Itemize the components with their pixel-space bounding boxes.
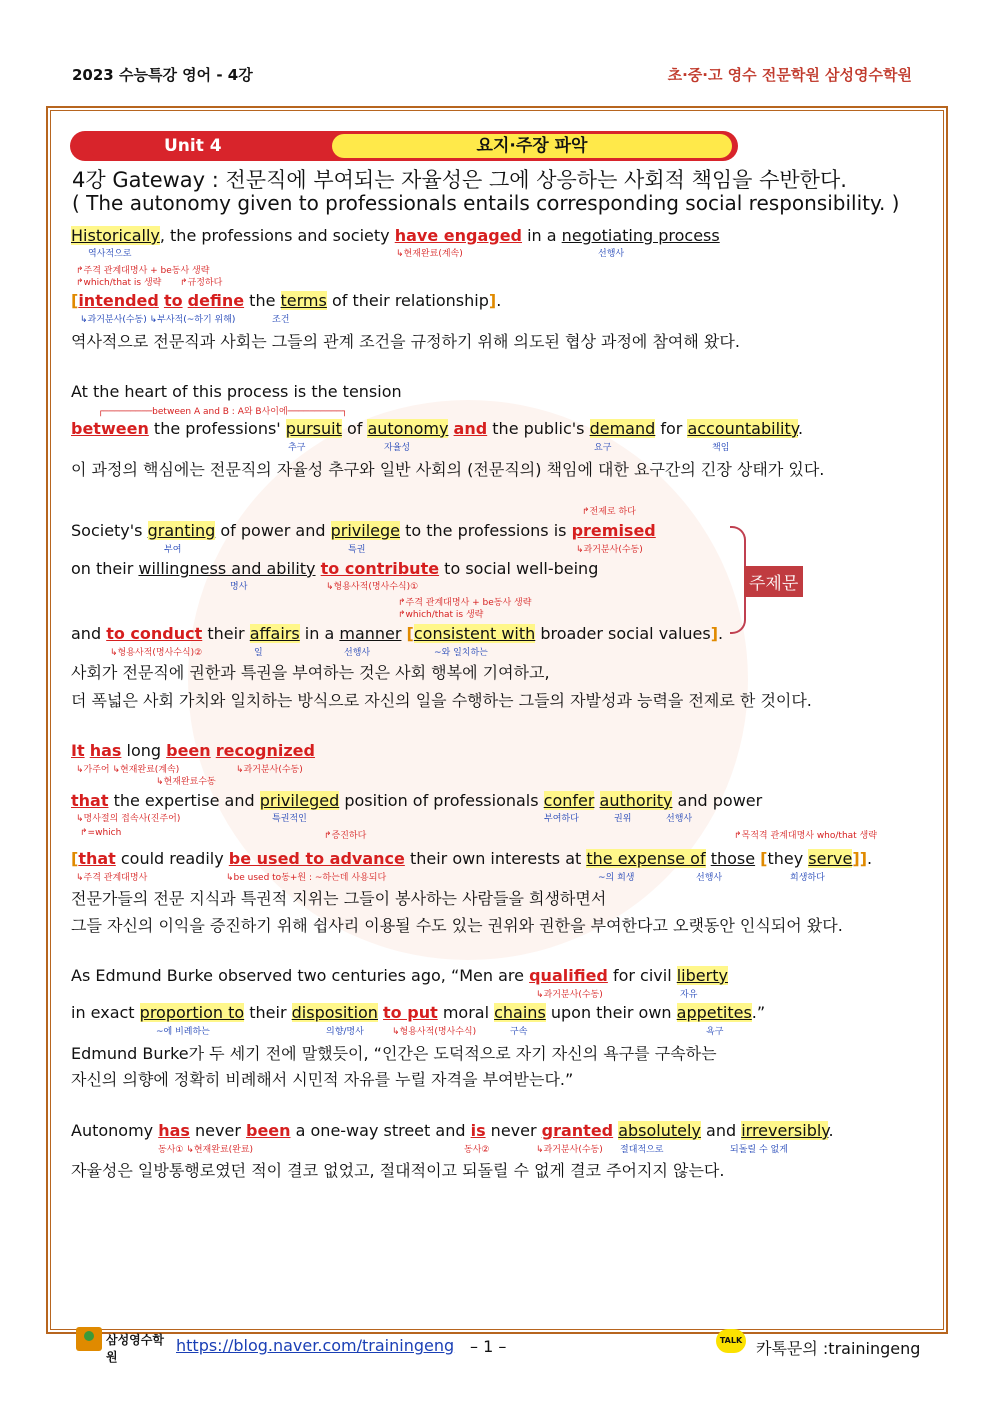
text: for civil — [607, 966, 677, 985]
sentence-4b — [71, 791, 762, 810]
note: 자율성 — [384, 443, 411, 453]
text: long — [121, 741, 167, 760]
text: their own interests at — [404, 849, 587, 868]
word: confer — [543, 791, 595, 810]
word: define — [187, 291, 245, 310]
word: recognized — [215, 741, 315, 760]
sentence-6 — [71, 1121, 834, 1140]
text: of their relationship — [326, 291, 489, 310]
text: . — [496, 291, 502, 310]
sentence-2a: At the heart of this process is the tension — [71, 382, 402, 401]
note: ↳과거분사(수동) ↳부사적(~하기 위해) — [80, 315, 236, 325]
note: ↱규정하다 — [180, 278, 223, 288]
bracket: [ — [406, 624, 414, 643]
note: ↳형용사적(명사수식)② — [110, 648, 203, 658]
note: ↳과거분사(수동) — [576, 545, 643, 555]
academy-logo-icon — [76, 1327, 102, 1351]
note: ↱which/that is 생략 — [76, 278, 162, 288]
text: of power and — [215, 521, 331, 540]
word: liberty — [676, 966, 728, 985]
word: have engaged — [394, 226, 523, 245]
note: ┌─────────between A and B : A와 B사이에──────────┐ — [98, 407, 348, 417]
word: granted — [541, 1121, 614, 1140]
text: . — [718, 624, 724, 643]
text: in exact — [71, 1003, 140, 1022]
word: granting — [147, 521, 216, 540]
word: demand — [589, 419, 656, 438]
note: ↱주격 관계대명사 + be동사 생략 — [398, 598, 532, 608]
note: 책임 — [712, 443, 730, 453]
page-number: – 1 – — [470, 1337, 507, 1356]
note: 동사② — [464, 1145, 490, 1155]
text: in a — [522, 226, 562, 245]
word: premised — [571, 521, 656, 540]
word: those — [710, 849, 756, 868]
word: affairs — [249, 624, 300, 643]
sentence-4c — [71, 849, 872, 868]
word: proportion to — [139, 1003, 245, 1022]
word: irreversibly — [741, 1121, 829, 1140]
note: 특권적인 — [272, 814, 307, 824]
word: privilege — [330, 521, 401, 540]
text: Society's — [71, 521, 148, 540]
note: 구속 — [510, 1027, 528, 1037]
text: their — [202, 624, 250, 643]
kakao-contact: 카톡문의 :trainingeng — [756, 1339, 921, 1358]
note: 선행사 — [696, 873, 723, 883]
note: ↳주격 관계대명사 — [76, 873, 148, 883]
word: privileged — [259, 791, 340, 810]
academy-logo — [76, 1325, 172, 1364]
korean-4a: 전문가들의 전문 지식과 특권적 지위는 그들이 봉사하는 사람들을 희생하면서 — [71, 889, 607, 908]
sentence-3c — [71, 624, 723, 643]
note: 선행사 — [344, 648, 371, 658]
word: consistent with — [413, 624, 536, 643]
word: appetites — [676, 1003, 752, 1022]
korean-2: 이 과정의 핵심에는 전문직의 자율성 추구와 일반 사회의 (전문직의) 책임에 대한 요구간의 긴장 상태가 있다. — [71, 460, 825, 479]
text: a one-way street and — [290, 1121, 471, 1140]
word: that — [78, 849, 116, 868]
note: ↱which/that is 생략 — [398, 610, 484, 620]
word: to conduct — [106, 624, 203, 643]
word: It — [71, 741, 85, 760]
sentence-5a — [71, 966, 728, 985]
word: has — [158, 1121, 190, 1140]
note: ~와 일치하는 — [434, 648, 488, 658]
bracket: [ — [71, 849, 79, 868]
sentence-3a — [71, 521, 656, 540]
korean-4b: 그들 자신의 이익을 증진하기 위해 쉽사리 이용될 수도 있는 권위와 권한을 부여한다고 오랫동안 인식되어 왔다. — [71, 916, 843, 935]
word: serve — [808, 849, 853, 868]
header-title: 2023 수능특강 영어 - 4강 — [72, 66, 253, 84]
word: chains — [494, 1003, 546, 1022]
note: ↱=which — [80, 828, 122, 838]
note: 역사적으로 — [88, 249, 132, 259]
note: ~의 희생 — [598, 873, 635, 883]
note: 요구 — [594, 443, 612, 453]
sentence-1a — [71, 226, 720, 245]
sentence-5b — [71, 1003, 765, 1022]
word: between — [71, 419, 149, 438]
text: the expertise and — [108, 791, 260, 810]
text: to social well-being — [439, 559, 599, 578]
word: terms — [280, 291, 327, 310]
unit-label: Unit 4 — [88, 135, 338, 157]
text: . — [828, 1121, 834, 1140]
word: the expense of — [586, 849, 706, 868]
note: ↳과거분사(수동) — [236, 765, 303, 775]
text: never — [485, 1121, 542, 1140]
text: position of professionals — [339, 791, 544, 810]
text: and power — [672, 791, 763, 810]
text: . — [797, 419, 804, 438]
text: they — [767, 849, 809, 868]
text: . — [867, 849, 873, 868]
thesis-badge: 주제문 — [744, 566, 803, 597]
text: moral — [437, 1003, 495, 1022]
note: 조건 — [272, 315, 290, 325]
word: be used to advance — [228, 849, 405, 868]
bracket: [ — [71, 291, 79, 310]
note: ↳과거분사(수동) — [536, 990, 603, 1000]
note: ↳현재완료(계속) — [396, 249, 463, 259]
word: has — [89, 741, 122, 760]
bracket: ] — [710, 624, 719, 643]
text: broader social values — [535, 624, 711, 643]
kakaotalk-icon: TALK — [716, 1329, 746, 1353]
note: 의향/명사 — [326, 1027, 364, 1037]
bracket: ]] — [852, 849, 867, 868]
bracket: ] — [488, 291, 497, 310]
word: been — [245, 1121, 291, 1140]
note: ↱목적격 관계대명사 who/that 생략 — [734, 831, 877, 841]
note: ↳형용사적(명사수식) — [392, 1027, 477, 1037]
text: the professions' — [148, 419, 286, 438]
korean-6: 자율성은 일방통행로였던 적이 결코 없었고, 절대적이고 되돌릴 수 없게 결코 주어지지 않는다. — [71, 1161, 725, 1180]
word: authority — [599, 791, 673, 810]
text: never — [189, 1121, 246, 1140]
text: could readily — [115, 849, 229, 868]
word: intended — [78, 291, 159, 310]
sentence-1b — [71, 291, 501, 310]
note: 부여하다 — [544, 814, 579, 824]
note: ↱주격 관계대명사 + be동사 생략 — [76, 266, 210, 276]
word: to put — [383, 1003, 438, 1022]
text: , the professions and society — [159, 226, 395, 245]
note: 절대적으로 — [620, 1145, 664, 1155]
word: willingness and ability — [138, 559, 316, 578]
note: 선행사 — [666, 814, 693, 824]
sentence-2b — [71, 419, 803, 438]
korean-5b: 자신의 의향에 정확히 비례해서 시민적 자유를 누릴 자격을 부여받는다.” — [71, 1070, 574, 1089]
word: autonomy — [367, 419, 449, 438]
word: absolutely — [618, 1121, 701, 1140]
korean-1: 역사적으로 전문직과 사회는 그들의 관계 조건을 규정하기 위해 의도된 협상 과정에 참여해 왔다. — [71, 332, 740, 351]
word: pursuit — [285, 419, 342, 438]
text: upon their own — [545, 1003, 677, 1022]
unit-topic: 요지·주장 파악 — [332, 134, 732, 158]
note: ↳명사절의 접속사(진주어) — [76, 814, 181, 824]
note: 명사 — [230, 582, 248, 592]
blog-link[interactable]: https://blog.naver.com/trainingeng — [176, 1336, 455, 1355]
text — [594, 791, 599, 810]
text: for — [655, 419, 688, 438]
word: manner — [339, 624, 402, 643]
text: As Edmund Burke observed two centuries ago, “Men are — [71, 966, 530, 985]
word: to contribute — [320, 559, 440, 578]
korean-5a: Edmund Burke가 두 세기 전에 말했듯이, “인간은 도덕적으로 자기 자신의 욕구를 구속하는 — [71, 1044, 717, 1063]
note: 일 — [254, 648, 263, 658]
word: is — [470, 1121, 486, 1140]
unit-bar — [70, 131, 738, 161]
word: accountability — [687, 419, 798, 438]
text: the — [244, 291, 281, 310]
text: .” — [751, 1003, 766, 1022]
note: 희생하다 — [790, 873, 825, 883]
note: 되돌릴 수 없게 — [730, 1145, 788, 1155]
note: 동사① ↳현재완료(완료) — [158, 1145, 254, 1155]
text: and — [71, 624, 107, 643]
note: 권위 — [614, 814, 632, 824]
note: ↱증진하다 — [324, 831, 367, 841]
word: that — [71, 791, 109, 810]
word: to — [163, 291, 183, 310]
note: ↳형용사적(명사수식)① — [326, 582, 419, 592]
sentence-3b — [71, 559, 598, 578]
note: 추구 — [288, 443, 306, 453]
gateway-title: 4강 Gateway : 전문직에 부여되는 자율성은 그에 상응하는 사회적 책임을 수반한다. — [72, 168, 847, 192]
text: their — [244, 1003, 292, 1022]
korean-3a: 사회가 전문직에 권한과 특권을 부여하는 것은 사회 행복에 기여하고, — [71, 663, 550, 682]
header-academy: 초·중·고 영수 전문학원 삼성영수학원 — [667, 66, 912, 84]
note: 선행사 — [598, 249, 625, 259]
note: ↱전제로 하다 — [582, 507, 636, 517]
note: 특권 — [348, 545, 366, 555]
bracket: [ — [760, 849, 768, 868]
word: negotiating process — [561, 226, 720, 245]
text: the public's — [487, 419, 590, 438]
note: ↳be used to동+원 : ~하는데 사용되다 — [226, 873, 387, 883]
sentence-4a — [71, 741, 315, 760]
text: on their — [71, 559, 139, 578]
text: of — [341, 419, 368, 438]
gateway-subtitle: ( The autonomy given to professionals entails corresponding social responsibility. ) — [72, 191, 900, 215]
note: ↳가주어 ↳현재완료(계속) — [76, 765, 180, 775]
word: and — [453, 419, 488, 438]
word: been — [166, 741, 211, 760]
korean-3b: 더 폭넓은 사회 가치와 일치하는 방식으로 자신의 일을 수행하는 그들의 자발성과 능력을 전제로 한 것이다. — [71, 691, 812, 710]
academy-logo-text: 삼성영수학원 — [106, 1333, 164, 1364]
text: and — [700, 1121, 742, 1140]
note: ~에 비례하는 — [156, 1027, 210, 1037]
note: 욕구 — [706, 1027, 724, 1037]
note: ↳현재완료수동 — [156, 777, 216, 787]
note: 부여 — [164, 545, 182, 555]
word: qualified — [529, 966, 608, 985]
text: in a — [299, 624, 340, 643]
text: to the professions is — [400, 521, 572, 540]
word: disposition — [291, 1003, 378, 1022]
note: ↳과거분사(수동) — [536, 1145, 603, 1155]
note: 자유 — [680, 990, 698, 1000]
word: Historically — [71, 226, 160, 245]
text: Autonomy — [71, 1121, 159, 1140]
